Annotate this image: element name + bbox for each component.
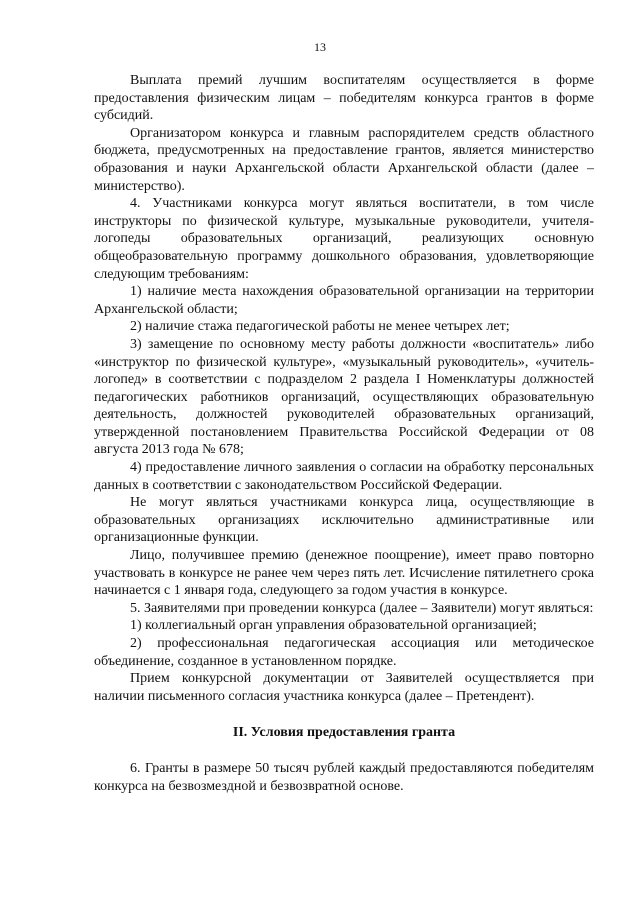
paragraph-documentation: Прием конкурсной документации от Заявителей осуществляется при наличии письменного согласия участника конкурса (далее – Претендент).	[94, 671, 594, 704]
paragraph-grant-amount: 6. Гранты в размере 50 тысяч рублей каждый предоставляются победителям конкурса на безвозмездной и безвозвратной основе.	[94, 760, 594, 794]
paragraph-organizer: Организатором конкурса и главным распорядителем средств областного бюджета, предусмотренных на предоставление грантов, является министерство образования и науки Архангельской области Архангельской области (далее – министерство).	[94, 125, 594, 194]
applicant-item-1: 1) коллегиальный орган управления образовательной организацией;	[130, 618, 537, 634]
section-heading: II. Условия предоставления гранта	[232, 725, 456, 741]
requirement-item-4: 4) предоставление личного заявления о согласии на обработку персональных данных в соответствии с законодательством Российской Федерации.	[94, 460, 594, 493]
page-number: 13	[314, 40, 326, 54]
document-body	[94, 72, 594, 795]
requirement-item-1: 1) наличие места нахождения образовательной организации на территории Архангельской области;	[94, 284, 594, 317]
paragraph-repeat-participation: Лицо, получившее премию (денежное поощрение), имеет право повторно участвовать в конкурсе не ранее чем через пять лет. Исчисление пятилетнего срока начинается с 1 января года, следующего за годом участия в конкурсе.	[94, 548, 594, 599]
paragraph-payment-form: Выплата премий лучшим воспитателям осуществляется в форме предоставления физическим лицам – победителям конкурса грантов в форме субсидий.	[94, 73, 594, 124]
paragraph-applicants: 5. Заявителями при проведении конкурса (далее – Заявители) могут являться:	[130, 600, 594, 616]
requirement-item-3: 3) замещение по основному месту работы должности «воспитатель» либо «инструктор по физической культуре», «музыкальный руководитель», «учитель-логопед» в соответствии с подразделом 2 раздела I Номенклатуры должностей педагогических работников организаций, осуществляющих образовательную деятельность, должностей руководителей образовательных организаций, утвержденной постановлением Правительства Российской Федерации от 08 августа 2013 года № 678;	[94, 336, 594, 458]
requirement-item-2: 2) наличие стажа педагогической работы не менее четырех лет;	[130, 319, 510, 335]
paragraph-participants: 4. Участниками конкурса могут являться воспитатели, в том числе инструкторы по физической культуре, музыкальные руководители, учителя-логопеды образовательных организаций, реализующих основную общеобразовательную программу дошкольного образования, удовлетворяющие следующим требованиям:	[94, 196, 594, 282]
paragraph-exclusions: Не могут являться участниками конкурса лица, осуществляющие в образовательных организациях исключительно административные или организационные функции.	[94, 495, 594, 546]
applicant-item-2: 2) профессиональная педагогическая ассоциация или методическое объединение, созданное в установленном порядке.	[94, 636, 594, 669]
